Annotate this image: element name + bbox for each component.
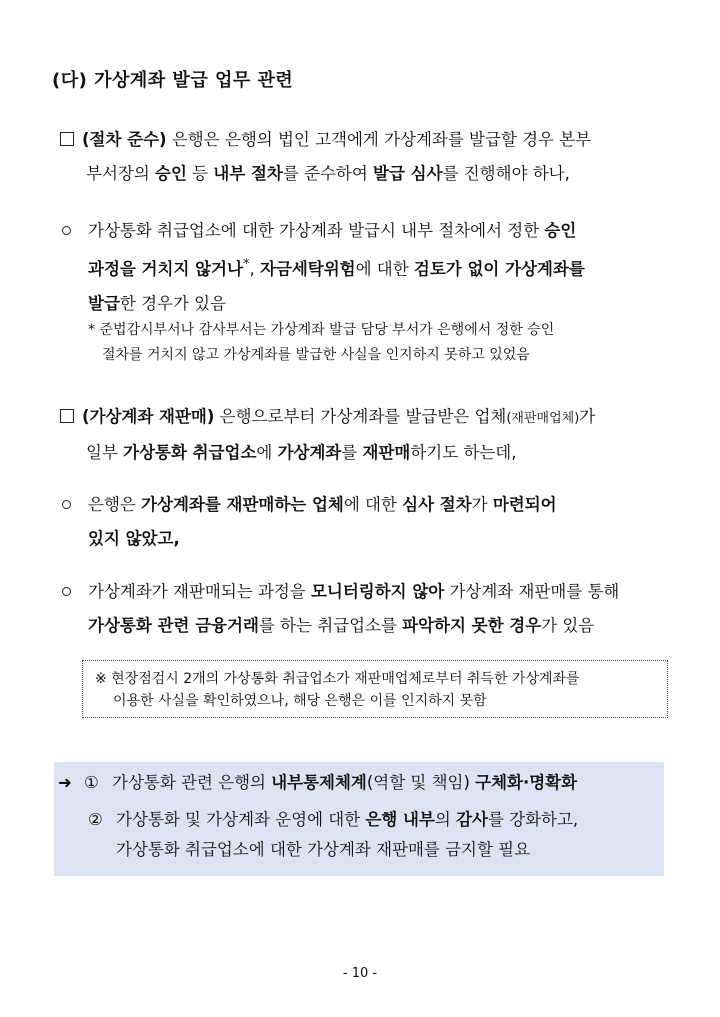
procedure-compliance-paragraph	[60, 123, 672, 191]
text-span: 에	[256, 443, 278, 462]
bold-text: 내부통제체계	[271, 773, 367, 792]
bullet-no-screening	[62, 487, 672, 556]
bold-text: 자금세탁위험	[259, 259, 356, 279]
bold-text: 가상통화 관련 금융거래	[88, 616, 259, 635]
text-span: 은행으로부터 가상계좌를 발급받은 업체	[214, 407, 507, 426]
bold-text: 가상계좌	[277, 443, 342, 462]
bold-text: 재판매	[362, 443, 411, 462]
text-line: 가상통화 취급업소에 대한 가상계좌 재판매를 금지할 필요	[116, 840, 531, 859]
bold-text: 파악하지 못한 경우	[402, 616, 542, 635]
text-span: 가상계좌가 재판매되는 과정을	[88, 582, 311, 601]
bold-text: 은행 내부	[365, 810, 435, 829]
text-span: 에 대한	[343, 495, 403, 514]
inspection-note-box	[82, 660, 668, 718]
text-span: 부서장의	[86, 164, 156, 183]
text-span: 일부	[86, 443, 124, 462]
text-span: 하기도 하는데,	[410, 443, 517, 462]
bold-text: 심사 절차	[402, 495, 472, 514]
text-span: 가상통화 관련 은행의	[112, 773, 272, 792]
paragraph-text: 은행은 은행의 법인 고객에게 가상계좌를 발급할 경우 본부	[166, 130, 592, 149]
bold-text: 발급 심사	[373, 164, 443, 183]
square-bullet-icon	[60, 409, 74, 423]
bold-text: 가상통화 취급업소	[123, 443, 257, 462]
text-span: 가 있음	[541, 616, 595, 635]
circle-bullet-icon	[62, 213, 76, 225]
text-span: 한 경우가 있음	[119, 293, 227, 313]
text-span: 를 강화하고,	[487, 810, 579, 829]
text-span: 가상통화 취급업소에 대한 가상계좌 발급시 내부 절차에서 정한	[88, 221, 545, 240]
resale-paragraph	[60, 400, 672, 470]
paragraph-title: (절차 준수)	[82, 130, 167, 149]
page-number: - 10 -	[342, 966, 378, 981]
text-span: 에 대한	[355, 259, 414, 279]
text-span: 등	[186, 164, 214, 183]
circle-bullet-icon	[62, 487, 76, 499]
bold-text: 가상계좌를 재판매하는 업체	[141, 495, 344, 514]
bold-text: 검토가 없이 가상계좌를	[413, 259, 585, 279]
footnote-line: * 준법감시부서나 감사부서는 가상계좌 발급 담당 부서가 은행에서 정한 승인	[88, 322, 555, 338]
bullet-approval-skipped	[62, 213, 672, 321]
section-heading: (다) 가상계좌 발급 업무 관련	[52, 70, 294, 91]
bold-text: 구체화·명확화	[475, 773, 578, 792]
text-span: 가상계좌 재판매를 통해	[444, 582, 620, 601]
text-span: (역할 및 책임)	[366, 773, 476, 792]
text-span: ,	[249, 259, 260, 279]
note-line: ※ 현장점검시 2개의 가상통화 취급업소가 재판매업체로부터 취득한 가상계좌를	[95, 671, 580, 687]
item-number: ①	[84, 773, 99, 792]
footnote-marker: *	[242, 257, 250, 272]
text-span: 의	[434, 810, 457, 829]
footnote-line: 절차를 거치지 않고 가상계좌를 발급한 사실을 인지하지 못하고 있었음	[102, 347, 530, 363]
bold-text: 승인	[544, 221, 577, 240]
text-span: 가	[579, 407, 596, 426]
square-bullet-icon	[60, 132, 74, 146]
bullet-no-monitoring	[62, 574, 672, 643]
text-span: (재판매업체)	[506, 411, 580, 426]
bold-text: 내부 절차	[213, 164, 283, 183]
bold-text: 마련되어	[492, 495, 557, 514]
text-span: 를 하는 취급업소를	[258, 616, 403, 635]
text-span: 를 준수하여	[282, 164, 374, 183]
bold-text: 승인	[155, 164, 187, 183]
text-span: 를 진행해야 하나,	[442, 164, 570, 183]
bold-text: 과정을 거치지 않거나	[88, 259, 243, 279]
footnote	[88, 318, 672, 368]
circle-bullet-icon	[62, 574, 76, 586]
text-span: 가상통화 및 가상계좌 운영에 대한	[116, 810, 366, 829]
bold-text: 발급	[88, 293, 120, 313]
note-line: 이용한 사실을 확인하였으나, 해당 은행은 이를 인지하지 못함	[113, 693, 487, 709]
bold-text: 감사	[456, 810, 488, 829]
text-span: 은행은	[88, 495, 142, 514]
right-arrow-icon: ➜	[58, 773, 72, 792]
paragraph-title: (가상계좌 재판매)	[82, 407, 215, 426]
text-span: 가	[471, 495, 493, 514]
text-span: 를	[341, 443, 363, 462]
item-number: ②	[88, 810, 103, 829]
conclusion-box	[54, 762, 664, 876]
bold-text: 모니터링하지 않아	[310, 582, 445, 601]
bold-text: 있지 않았고,	[88, 529, 180, 548]
